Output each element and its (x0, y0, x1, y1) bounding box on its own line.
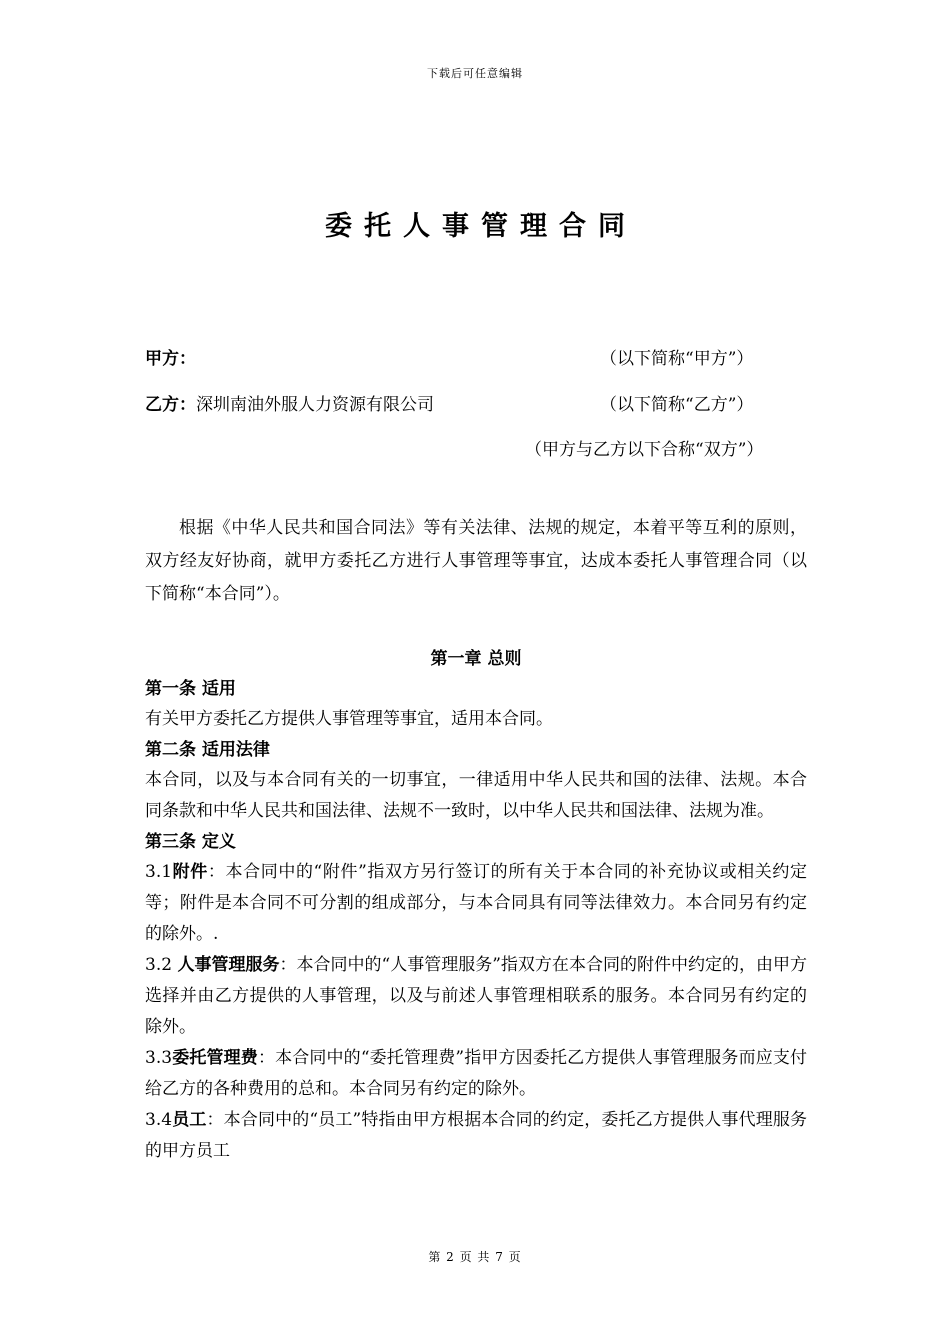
definition-number: 3.2 (145, 955, 178, 975)
definition-term: 委托管理费 (172, 1048, 258, 1068)
document-title: 委托人事管理合同 (325, 211, 637, 242)
article-1-text: 有关甲方委托乙方提供人事管理等事宜，适用本合同。 (145, 709, 553, 729)
article-1-heading: 第一条 适用 (145, 679, 236, 699)
definition-text: ：本合同中的“委托管理费”指甲方因委托乙方提供人事管理服务而应支付给乙方的各种费用的总和。本合同另有约定的除外。 (145, 1048, 808, 1099)
contract-body (145, 512, 807, 1167)
definition-term: 附件 (172, 862, 208, 882)
party-b-label: 乙方： (145, 395, 196, 415)
article-2-text: 本合同，以及与本合同有关的一切事宜，一律适用中华人民共和国的法律、法规。本合同条款和中华人民共和国法律、法规不一致时，以中华人民共和国法律、法规为准。 (145, 770, 807, 821)
definition-item (145, 1105, 807, 1167)
definition-number: 3.4 (145, 1110, 173, 1130)
intro-paragraph: 根据《中华人民共和国合同法》等有关法律、法规的规定，本着平等互利的原则，双方经友好协商，就甲方委托乙方进行人事管理等事宜，达成本委托人事管理合同（以下简称“本合同”）。 (145, 518, 807, 604)
party-b-name: 深圳南油外服人力资源有限公司 (196, 395, 434, 415)
definition-text: ：本合同中的“人事管理服务”指双方在本合同的附件中约定的，由甲方选择并由乙方提供的人事管理，以及与前述人事管理相联系的服务。本合同另有约定的除外。 (145, 955, 807, 1037)
definition-text: ：本合同中的“员工”特指由甲方根据本合同的约定，委托乙方提供人事代理服务的甲方员工 (145, 1110, 808, 1161)
party-a-label: 甲方： (145, 349, 196, 369)
definition-item (145, 857, 807, 950)
party-b-row (145, 394, 805, 416)
party-a-row (145, 348, 805, 370)
party-b-abbreviation: （以下简称“乙方”） (600, 395, 754, 415)
article-2-heading: 第二条 适用法律 (145, 740, 270, 760)
party-a-abbreviation: （以下简称“甲方”） (600, 349, 754, 369)
page-footer: 第 2 页 共 7 页 (428, 1250, 522, 1264)
definition-number: 3.1 (145, 862, 173, 882)
definition-term: 人事管理服务 (177, 955, 280, 975)
chapter-heading: 第一章 总则 (430, 649, 522, 669)
page-header-note: 下载后可任意编辑 (427, 67, 523, 80)
article-3-heading: 第三条 定义 (145, 832, 236, 852)
definition-item (145, 950, 807, 1043)
definition-number: 3.3 (145, 1048, 173, 1068)
definition-term: 员工 (172, 1110, 207, 1130)
both-parties-note: （甲方与乙方以下合称“双方”） (525, 440, 764, 460)
definition-text: ：本合同中的“附件”指双方另行签订的所有关于本合同的补充协议或相关约定等；附件是本合同不可分割的组成部分，与本合同具有同等法律效力。本合同另有约定的除外。. (145, 862, 808, 944)
definition-item (145, 1043, 807, 1105)
